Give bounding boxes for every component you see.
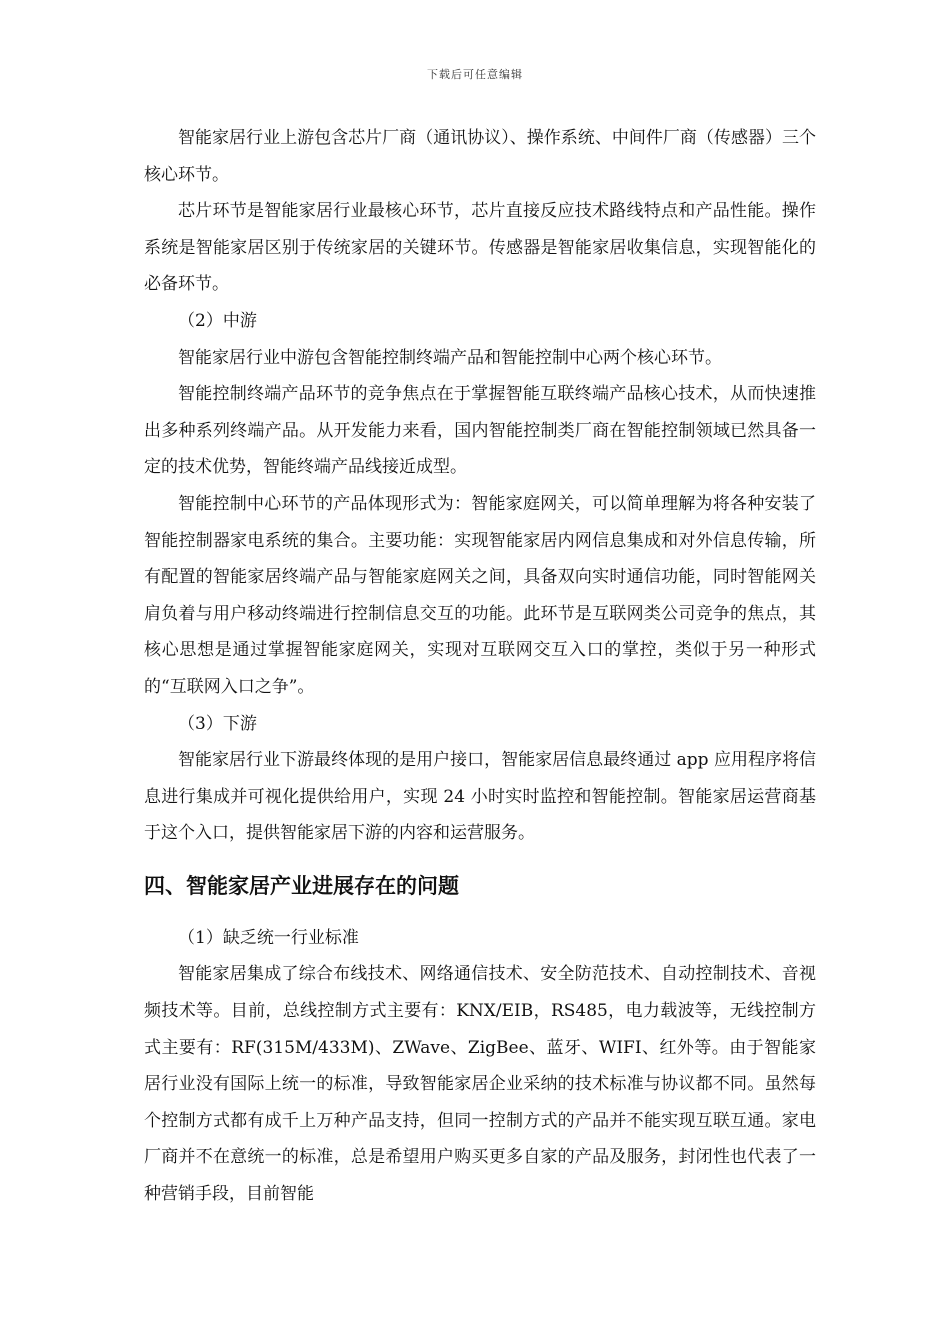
paragraph-control-terminal: 智能控制终端产品环节的竞争焦点在于掌握智能互联终端产品核心技术，从而快速推出多种系列终端产品。从开发能力来看，国内智能控制类厂商在智能控制领域已然具备一定的技术优势，智能终端产品线接近成型。 [144, 384, 816, 478]
subheading-midstream: （2）中游 [178, 310, 257, 331]
paragraph-midstream-intro: 智能家居行业中游包含智能控制终端产品和智能控制中心两个核心环节。 [178, 347, 722, 368]
paragraph-standards: 智能家居集成了综合布线技术、网络通信技术、安全防范技术、自动控制技术、音视频技术等。目前，总线控制方式主要有：KNX/EIB，RS485，电力载波等，无线控制方式主要有：RF(315M/433M)、ZWave、ZigBee、蓝牙、WIFI、红外等。由于智能家居行业没有国际上统一的标准，导致智能家居企业采纳的技术标准与协议都不同。虽然每个控制方式都有成千上万种产品支持，但同一控制方式的产品并不能实现互联互通。家电厂商并不在意统一的标准，总是希望用户购买更多自家的产品及服务，封闭性也代表了一种营销手段，目前智能 [144, 964, 816, 1205]
section-title-problems: 四、智能家居产业进展存在的问题 [144, 873, 459, 898]
subheading-downstream: （3）下游 [178, 713, 257, 734]
paragraph-upstream-intro: 智能家居行业上游包含芯片厂商（通讯协议）、操作系统、中间件厂商（传感器）三个核心环节。 [144, 128, 816, 185]
page-header: 下载后可任意编辑 [427, 68, 523, 81]
paragraph-downstream: 智能家居行业下游最终体现的是用户接口，智能家居信息最终通过 app 应用程序将信息进行集成并可视化提供给用户，实现 24 小时实时监控和智能控制。智能家居运营商基于这个入口，提供智能家居下游的内容和运营服务。 [144, 750, 816, 844]
paragraph-control-center: 智能控制中心环节的产品体现形式为：智能家庭网关，可以简单理解为将各种安装了智能控制器家电系统的集合。主要功能：实现智能家居内网信息集成和对外信息传输，所有配置的智能家居终端产品与智能家庭网关之间，具备双向实时通信功能，同时智能网关肩负着与用户移动终端进行控制信息交互的功能。此环节是互联网类公司竞争的焦点，其核心思想是通过掌握智能家庭网关，实现对互联网交互入口的掌控，类似于另一种形式的“互联网入口之争”。 [144, 493, 816, 697]
subheading-lack-of-standard: （1）缺乏统一行业标准 [178, 927, 359, 948]
paragraph-chip-os-sensor: 芯片环节是智能家居行业最核心环节，芯片直接反应技术路线特点和产品性能。操作系统是智能家居区别于传统家居的关键环节。传感器是智能家居收集信息，实现智能化的必备环节。 [144, 201, 816, 295]
document-body [144, 120, 816, 1213]
